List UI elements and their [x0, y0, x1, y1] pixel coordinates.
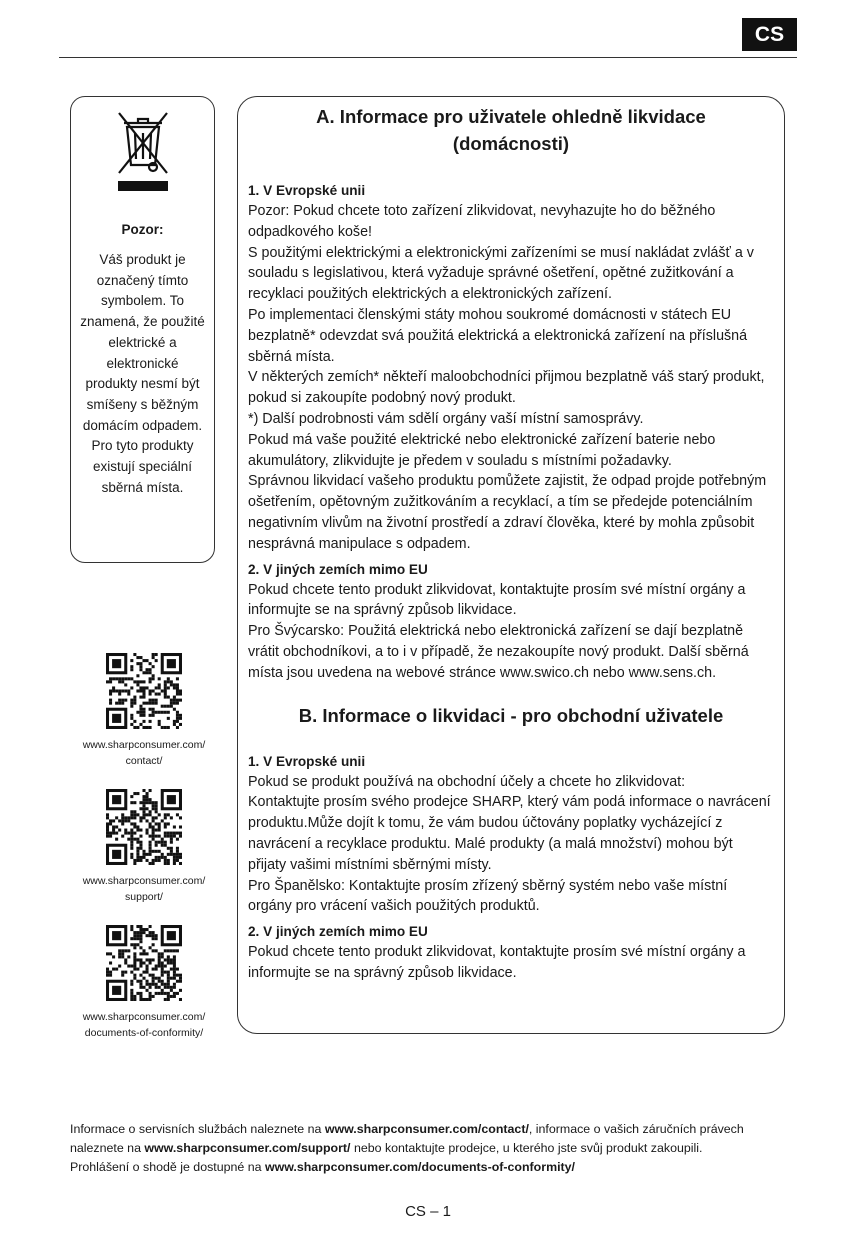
section-b-eu-text: Pokud se produkt používá na obchodní účely a chcete ho zlikvidovat: Kontaktujte prosím svého prodejce SHARP, který vám podá informace o navrácení produktu.Může dojít k tomu, že vám budou účtovány poplatky vycházející z navrácení a recyklace produktu. Malé produkty (a malá množství) mohou být přijaty vašimi místními sběrnými místy. Pro Španělsko: Kontaktujte prosím zřízený sběrný systém nebo vaše místní orgány pro vrácení vašich použitých produktů.: [248, 773, 771, 915]
section-a-other-heading: 2. V jiných zemích mimo EU: [248, 561, 428, 577]
disposal-info-box: [237, 96, 785, 1034]
qr-contact[interactable]: [59, 653, 229, 769]
support-link[interactable]: www.sharpconsumer.com/support/: [144, 1141, 351, 1155]
section-a-title: A. Informace pro uživatele ohledně likvidace (domácnosti): [316, 106, 706, 154]
section-a-eu-text: Pozor: Pokud chcete toto zařízení zlikvidovat, nevyhazujte ho do běžného odpadkového koše! S použitými elektrickými a elektronickými zařízeními se musí nakládat zvlášť a v souladu s legislativou, která vyžaduje správné ošetření, opětné zužitkování a recyklaci použitých elektrických a elektronických zařízení. Po implementaci členskými státy mohou soukromé domácnosti v státech EU bezplatně* odevzdat svá použitá elektrická a elektronická zařízení na příslušná sběrná místa. V některých zemích* někteří maloobchodníci přijmou bezplatně váš starý produkt, pokud si zakoupíte podobný nový produkt. *) Další podrobnosti vám sdělí orgány vaší místní samosprávy. Pokud má vaše použité elektrické nebo elektronické zařízení baterie nebo akumulátory, zlikvidujte je předem v souladu s místními požadavky. Správnou likvidací vašeho produktu pomůžete zajistit, že odpad projde potřebným ošetřením, opětovným zužitkováním a recyklací, a tím se předejde potenciálním negativním vlivům na životní prostředí a zdraví člověka, které by mohla způsobit nesprávná manipulace s odpadem.: [248, 203, 767, 552]
qr-support[interactable]: [59, 789, 229, 905]
section-a-other-text: Pokud chcete tento produkt zlikvidovat, kontaktujte prosím své místní orgány a informujte se na správný způsob likvidace. Pro Švýcarsko: Použitá elektrická nebo elektronická zařízení se dají bezplatně vrátit obchodníkovi, a to i v případě, že nezakoupíte nový produkt. Další sběrná místa jsou uvedena na webové stránce www.swico.ch nebo www.sens.ch.: [248, 581, 749, 681]
section-b-other-heading: 2. V jiných zemích mimo EU: [248, 924, 428, 940]
qr-url: www.sharpconsumer.com/ contact/: [82, 739, 206, 767]
language-badge: [742, 18, 797, 51]
page-number: CS – 1: [405, 1203, 451, 1220]
section-b-eu-heading: 1. V Evropské unii: [248, 753, 366, 769]
warning-text: Váš produkt je označený tímto symbolem. To znamená, že použité elektrické a elektronické produkty nesmí být smíšeny s běžným domácím odpadem. Pro tyto produkty existují speciální sběrná místa.: [80, 252, 205, 495]
header-divider: [59, 57, 797, 58]
qr-code-icon: [106, 653, 182, 729]
section-b-title: B. Informace o likvidaci - pro obchodní uživatele: [298, 704, 724, 726]
section-a-eu-heading: 1. V Evropské unii: [248, 183, 366, 198]
qr-code-icon: [106, 789, 182, 865]
crossed-out-bin-icon: [113, 109, 173, 193]
conformity-link[interactable]: www.sharpconsumer.com/documents-of-conformity/: [264, 1160, 575, 1174]
qr-conformity[interactable]: [59, 925, 229, 1041]
footer-text: Informace o servisních službách naleznete na www.sharpconsumer.com/contact/, informace o vašich záručních právech naleznete na www.sharpconsumer.com/support/ nebo kontaktujte prodejce, u kterého jste svůj produkt zakoupili. Prohlášení o shodě je dostupné na www.sharpconsumer.com/documents-of-conformity/: [70, 1122, 744, 1174]
warning-title: Pozor:: [121, 222, 164, 237]
language-code: CS: [754, 22, 785, 46]
qr-url: www.sharpconsumer.com/ support/: [82, 875, 206, 903]
weee-warning-box: [70, 96, 215, 563]
qr-url: www.sharpconsumer.com/ documents-of-conformity/: [82, 1011, 206, 1039]
section-b-other-text: Pokud chcete tento produkt zlikvidovat, kontaktujte prosím své místní orgány a informujte se na správný způsob likvidace.: [248, 944, 746, 981]
qr-code-icon: [106, 925, 182, 1001]
contact-link[interactable]: www.sharpconsumer.com/contact/: [324, 1122, 529, 1136]
